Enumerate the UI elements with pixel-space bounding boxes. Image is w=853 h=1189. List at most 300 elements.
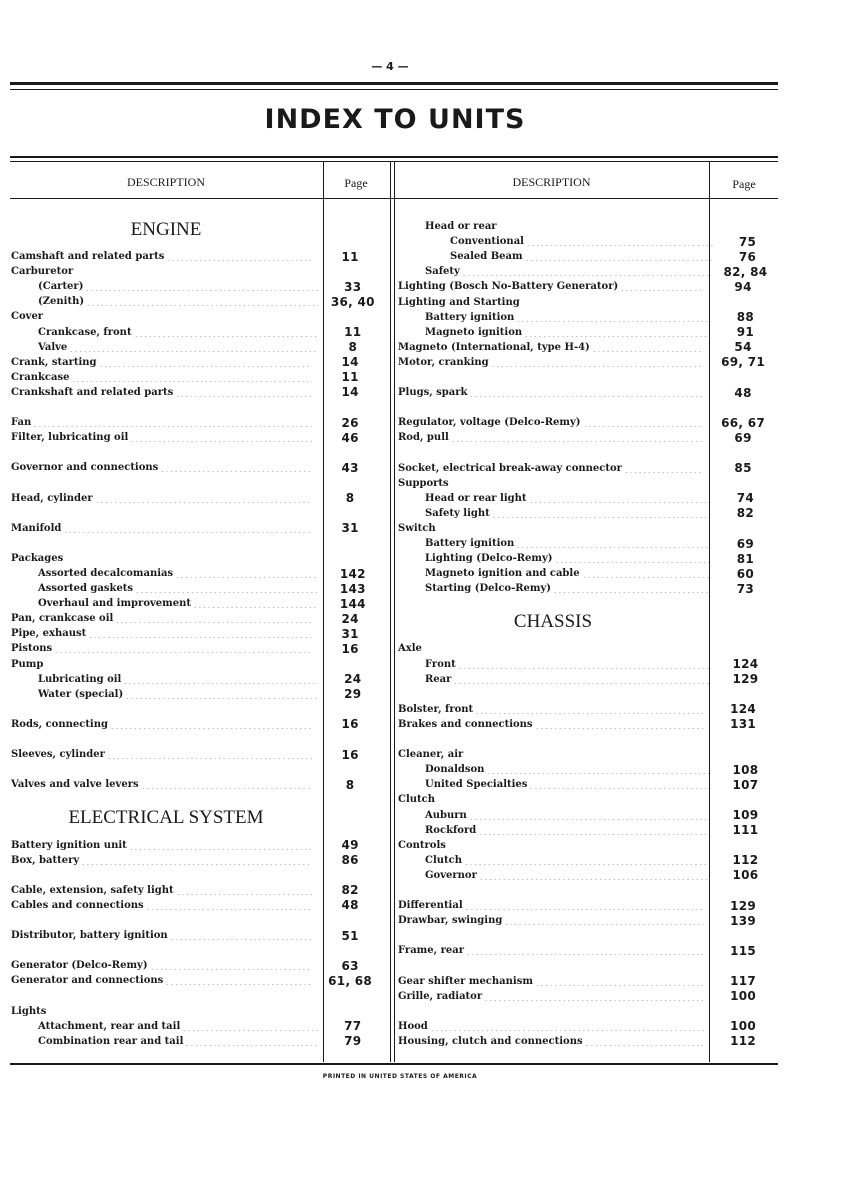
entry-group — [398, 747, 775, 883]
entry-description — [11, 1021, 318, 1032]
entry-page: 31 — [341, 521, 359, 536]
entry-group — [398, 974, 775, 1004]
entry-page: 112 — [730, 1034, 757, 1049]
dot-leader — [582, 568, 709, 578]
entry-description — [398, 387, 704, 398]
entry-page: 108 — [732, 762, 759, 777]
dot-leader — [176, 885, 313, 895]
index-entry — [398, 536, 775, 551]
entry-group — [11, 928, 388, 943]
entry-text: Camshaft and related parts — [11, 251, 165, 263]
dot-leader — [466, 945, 704, 955]
dot-leader — [85, 281, 317, 291]
entry-text: Carburetor — [11, 266, 74, 278]
entry-description — [398, 749, 704, 760]
dot-leader — [453, 674, 708, 684]
entry-description — [11, 417, 312, 428]
entry-group — [398, 461, 775, 597]
entry-page: 73 — [736, 581, 755, 596]
index-entry — [398, 777, 775, 792]
entry-text: Motor, cranking — [398, 356, 489, 368]
entry-description — [398, 915, 704, 926]
entry-page: 66, 67 — [721, 415, 766, 430]
dot-leader — [150, 960, 313, 970]
entry-text: Front — [425, 658, 456, 670]
entry-page: 91 — [736, 325, 755, 340]
entry-page: 131 — [730, 717, 757, 732]
entry-page: 143 — [339, 581, 366, 596]
entry-group — [398, 1019, 775, 1049]
header-description-left: DESCRIPTION — [126, 175, 205, 189]
entry-text: Clutch — [425, 854, 463, 866]
dot-leader — [71, 372, 312, 382]
entry-page: 46 — [341, 430, 359, 445]
dot-leader — [110, 719, 312, 729]
entry-page: 129 — [732, 672, 759, 687]
entry-description — [398, 281, 704, 292]
page-title: INDEX TO UNITS — [264, 104, 526, 135]
entry-text: Rod, pull — [398, 432, 449, 444]
entry-page: 82 — [736, 506, 755, 521]
entry-group — [11, 837, 388, 867]
entry-text: Attachment, rear and tail — [38, 1020, 181, 1032]
index-entry — [398, 234, 775, 249]
dot-leader — [458, 659, 709, 669]
entry-text: Auburn — [425, 809, 467, 821]
dot-leader — [464, 855, 709, 865]
index-entry — [398, 325, 775, 340]
index-entry — [398, 219, 775, 234]
index-entry — [11, 355, 388, 370]
entry-text: Generator (Delco-Remy) — [11, 960, 148, 972]
section-heading: ELECTRICAL SYSTEM — [68, 807, 264, 829]
dot-leader — [465, 900, 705, 910]
entry-text: Clutch — [398, 794, 436, 806]
entry-description — [11, 1006, 312, 1017]
entry-description — [11, 960, 312, 971]
entry-description — [11, 598, 318, 609]
index-entry — [398, 294, 775, 309]
entry-page: 109 — [732, 808, 759, 823]
dot-leader — [492, 508, 709, 518]
section-heading: CHASSIS — [513, 611, 593, 633]
dot-leader — [193, 598, 318, 608]
entry-text: Battery ignition — [425, 538, 515, 550]
entry-description — [11, 462, 312, 473]
index-entry — [11, 1019, 388, 1034]
entry-text: United Specialties — [425, 779, 528, 791]
entry-text: Battery ignition — [425, 311, 515, 323]
dot-leader — [95, 493, 313, 503]
entry-description — [398, 976, 704, 987]
entry-page: 82 — [341, 883, 359, 898]
entry-description — [11, 613, 312, 624]
entry-page: 69, 71 — [721, 355, 766, 370]
dot-leader — [165, 975, 312, 985]
entry-page: 69 — [736, 536, 755, 551]
dot-leader — [486, 764, 708, 774]
index-entry — [11, 521, 388, 536]
index-entry — [398, 310, 775, 325]
entry-page: 124 — [730, 702, 757, 717]
entry-description — [11, 855, 312, 866]
index-entry — [11, 928, 388, 943]
entry-description — [398, 342, 704, 353]
index-entry — [11, 883, 388, 898]
dot-leader — [524, 327, 709, 337]
entry-page: 82, 84 — [723, 264, 768, 279]
entry-text: Magneto (International, type H-4) — [398, 341, 590, 353]
entry-group — [11, 521, 388, 536]
index-entry — [11, 777, 388, 792]
index-entry — [398, 747, 775, 762]
index-column-left — [11, 219, 388, 1049]
index-entry — [11, 264, 388, 279]
entry-description — [11, 266, 312, 277]
entry-description — [398, 221, 709, 232]
dot-leader — [491, 357, 705, 367]
dot-leader — [529, 779, 708, 789]
entry-page: 11 — [341, 249, 359, 264]
entry-text: Box, battery — [11, 854, 80, 866]
index-entry — [398, 898, 775, 913]
entry-description — [398, 719, 704, 730]
entry-description — [11, 659, 312, 670]
entry-text: Sleeves, cylinder — [11, 749, 105, 761]
entry-text: (Carter) — [38, 281, 84, 293]
entry-page: 24 — [341, 611, 359, 626]
dot-leader — [553, 583, 709, 593]
index-entry — [398, 264, 775, 279]
entry-text: Manifold — [11, 522, 62, 534]
index-entry — [11, 385, 388, 400]
entry-description — [11, 643, 312, 654]
entry-text: Fan — [11, 417, 32, 429]
entry-text: Regulator, voltage (Delco-Remy) — [398, 417, 581, 429]
index-entry — [11, 672, 388, 687]
entry-description — [11, 885, 312, 896]
dot-leader — [504, 915, 704, 925]
entry-text: Valves and valve levers — [11, 779, 139, 791]
index-entry — [11, 279, 388, 294]
entry-page: 60 — [736, 566, 755, 581]
entry-text: Head or rear light — [425, 492, 527, 504]
entry-group — [11, 717, 388, 732]
index-entry — [11, 657, 388, 672]
index-entry — [11, 415, 388, 430]
index-entry — [398, 415, 775, 430]
entry-text: Conventional — [450, 236, 524, 248]
dot-leader — [125, 689, 317, 699]
entry-text: Water (special) — [38, 688, 124, 700]
entry-text: Generator and connections — [11, 975, 164, 987]
entry-group — [11, 249, 388, 400]
entry-page: 14 — [341, 385, 359, 400]
index-entry — [398, 868, 775, 883]
entry-text: Rockford — [425, 824, 477, 836]
dot-leader — [123, 674, 317, 684]
entry-text: Bolster, front — [398, 703, 474, 715]
entry-page: 117 — [730, 974, 757, 989]
entry-text: Housing, clutch and connections — [398, 1035, 583, 1047]
entry-description — [398, 583, 709, 594]
entry-description — [11, 523, 312, 534]
entry-text: Donaldson — [425, 764, 485, 776]
entry-description — [11, 719, 312, 730]
entry-text: Rods, connecting — [11, 718, 108, 730]
index-entry — [398, 1019, 775, 1034]
entry-group — [11, 777, 388, 792]
bottom-rule — [10, 1063, 778, 1065]
entry-text: Pistons — [11, 643, 53, 655]
index-entry — [398, 461, 775, 476]
index-entry — [11, 611, 388, 626]
dot-leader — [479, 870, 709, 880]
entry-text: Safety — [425, 266, 460, 278]
entry-page: 139 — [730, 913, 757, 928]
entry-group — [11, 883, 388, 913]
entry-page: 79 — [344, 1034, 362, 1049]
entry-page: 16 — [341, 717, 359, 732]
index-entry — [11, 566, 388, 581]
entry-description — [398, 568, 709, 579]
entry-text: Cable, extension, safety light — [11, 884, 174, 896]
entry-text: Governor and connections — [11, 462, 159, 474]
entry-page: 94 — [734, 279, 752, 294]
entry-description — [11, 327, 318, 338]
dot-leader — [620, 281, 704, 291]
entry-description — [398, 236, 713, 247]
entry-description — [11, 583, 318, 594]
entry-page: 69 — [734, 430, 752, 445]
entry-text: Overhaul and improvement — [38, 598, 191, 610]
entry-description — [398, 553, 709, 564]
dot-leader — [115, 613, 312, 623]
entry-text: Assorted decalcomanias — [38, 568, 174, 580]
index-entry — [11, 898, 388, 913]
entry-group — [11, 747, 388, 762]
index-entry — [398, 521, 775, 536]
index-entry — [11, 641, 388, 656]
dot-leader — [69, 342, 317, 352]
index-entry — [398, 551, 775, 566]
index-entry — [11, 596, 388, 611]
entry-page: 75 — [738, 234, 757, 249]
dot-leader — [88, 628, 312, 638]
entry-description — [398, 266, 709, 277]
divider-center-a — [390, 162, 391, 1062]
entry-description — [398, 297, 704, 308]
entry-description — [11, 930, 312, 941]
entry-page: 100 — [730, 989, 757, 1004]
entry-text: Axle — [398, 643, 422, 655]
header-description-right: DESCRIPTION — [512, 175, 591, 189]
index-entry — [11, 460, 388, 475]
entry-text: Valve — [38, 341, 68, 353]
entry-description — [398, 478, 704, 489]
section-heading: ENGINE — [130, 219, 202, 240]
dot-leader — [516, 312, 709, 322]
dot-leader — [484, 991, 704, 1001]
index-entry — [398, 1034, 775, 1049]
index-entry — [11, 717, 388, 732]
dot-leader — [462, 266, 709, 276]
index-entry — [398, 672, 775, 687]
entry-group — [398, 385, 775, 400]
entry-description — [11, 749, 312, 760]
entry-page: 76 — [738, 249, 757, 264]
entry-text: Socket, electrical break-away connector — [398, 462, 622, 474]
entry-description — [398, 327, 709, 338]
entry-page: 16 — [341, 641, 359, 656]
dot-leader — [182, 1021, 317, 1031]
index-entry — [11, 294, 388, 309]
entry-description — [11, 281, 318, 292]
entry-page: 16 — [341, 747, 359, 762]
dot-leader — [430, 1021, 704, 1031]
index-entry — [11, 491, 388, 506]
index-entry — [11, 324, 388, 339]
dot-leader — [469, 810, 709, 820]
entry-text: Assorted gaskets — [38, 583, 134, 595]
index-entry — [11, 747, 388, 762]
entry-text: Head or rear — [425, 221, 497, 233]
dot-leader — [535, 976, 704, 986]
index-entry — [398, 279, 775, 294]
divider-center-b — [394, 162, 395, 1062]
index-entry — [398, 476, 775, 491]
entry-group — [398, 219, 775, 370]
entry-page: 8 — [345, 777, 355, 792]
index-entry — [11, 309, 388, 324]
index-entry — [11, 370, 388, 385]
entry-description — [398, 779, 709, 790]
entry-group — [398, 415, 775, 445]
entry-page: 36, 40 — [330, 294, 375, 309]
entry-text: Differential — [398, 900, 463, 912]
entry-description — [398, 357, 704, 368]
entry-page: 100 — [730, 1019, 757, 1034]
index-entry — [398, 792, 775, 807]
index-section — [11, 807, 388, 1048]
dot-leader — [526, 236, 713, 246]
entry-text: Lighting (Delco-Remy) — [425, 553, 553, 565]
index-entry — [398, 657, 775, 672]
entry-page: 48 — [341, 898, 359, 913]
entry-description — [11, 975, 312, 986]
index-entry — [398, 974, 775, 989]
index-column-right — [398, 219, 775, 1049]
entry-page: 33 — [344, 279, 362, 294]
table-top-rule — [10, 156, 778, 158]
index-entry — [398, 506, 775, 521]
entry-text: Cables and connections — [11, 899, 144, 911]
entry-description — [398, 1036, 704, 1047]
index-entry — [11, 1034, 388, 1049]
index-entry — [398, 566, 775, 581]
index-entry — [398, 385, 775, 400]
dot-leader — [160, 462, 312, 472]
dot-leader — [535, 719, 705, 729]
entry-description — [398, 900, 704, 911]
entry-page: 106 — [732, 868, 759, 883]
entry-description — [11, 674, 318, 685]
entry-text: Magneto ignition — [425, 326, 523, 338]
dot-leader — [81, 855, 312, 865]
index-entry — [11, 551, 388, 566]
entry-description — [11, 311, 312, 322]
entry-page: 49 — [341, 838, 359, 853]
entry-description — [11, 296, 318, 307]
entry-group — [11, 551, 388, 702]
index-entry — [398, 943, 775, 958]
entry-description — [398, 674, 709, 685]
entry-text: Rear — [425, 673, 452, 685]
entry-text: Controls — [398, 839, 446, 851]
entry-page: 43 — [341, 460, 359, 475]
entry-page: 11 — [341, 370, 359, 385]
index-section — [398, 611, 775, 1049]
entry-text: Battery ignition unit — [11, 839, 127, 851]
entry-page: 88 — [736, 310, 755, 325]
entry-description — [398, 508, 709, 519]
dot-leader — [33, 417, 312, 427]
dot-leader — [107, 749, 312, 759]
entry-page: 31 — [341, 626, 359, 641]
entry-text: (Zenith) — [38, 296, 85, 308]
entry-text: Filter, lubricating oil — [11, 432, 129, 444]
entry-text: Supports — [398, 477, 449, 489]
entry-description — [11, 342, 318, 353]
index-entry — [398, 249, 775, 264]
dot-leader — [475, 704, 704, 714]
entry-page: 144 — [339, 596, 366, 611]
entry-description — [398, 870, 709, 881]
entry-text: Crankcase — [11, 371, 70, 383]
entry-description — [11, 432, 312, 443]
dot-leader — [469, 387, 704, 397]
dot-leader — [175, 568, 318, 578]
entry-text: Packages — [11, 552, 64, 564]
entry-page: 14 — [341, 355, 359, 370]
entry-text: Starting (Delco-Remy) — [425, 583, 552, 595]
entry-text: Governor — [425, 869, 477, 881]
entry-text: Cover — [11, 311, 44, 323]
entry-text: Drawbar, swinging — [398, 915, 503, 927]
index-entry — [11, 1004, 388, 1019]
entry-text: Combination rear and tail — [38, 1035, 184, 1047]
dot-leader — [166, 251, 312, 261]
entry-text: Lighting (Bosch No-Battery Generator) — [398, 281, 619, 293]
index-entry — [11, 837, 388, 852]
dot-leader — [86, 296, 318, 306]
index-entry — [398, 491, 775, 506]
entry-group — [11, 460, 388, 475]
entry-page: 11 — [344, 325, 362, 340]
entry-page: 74 — [736, 491, 755, 506]
entry-description — [398, 840, 704, 851]
index-entry — [398, 807, 775, 822]
index-entry — [11, 340, 388, 355]
entry-description — [11, 779, 312, 790]
entry-description — [11, 357, 312, 368]
dot-leader — [141, 779, 313, 789]
entry-text: Sealed Beam — [450, 251, 523, 263]
entry-description — [398, 794, 704, 805]
entry-text: Lubricating oil — [38, 673, 122, 685]
index-entry — [398, 823, 775, 838]
entry-text: Crankshaft and related parts — [11, 386, 174, 398]
